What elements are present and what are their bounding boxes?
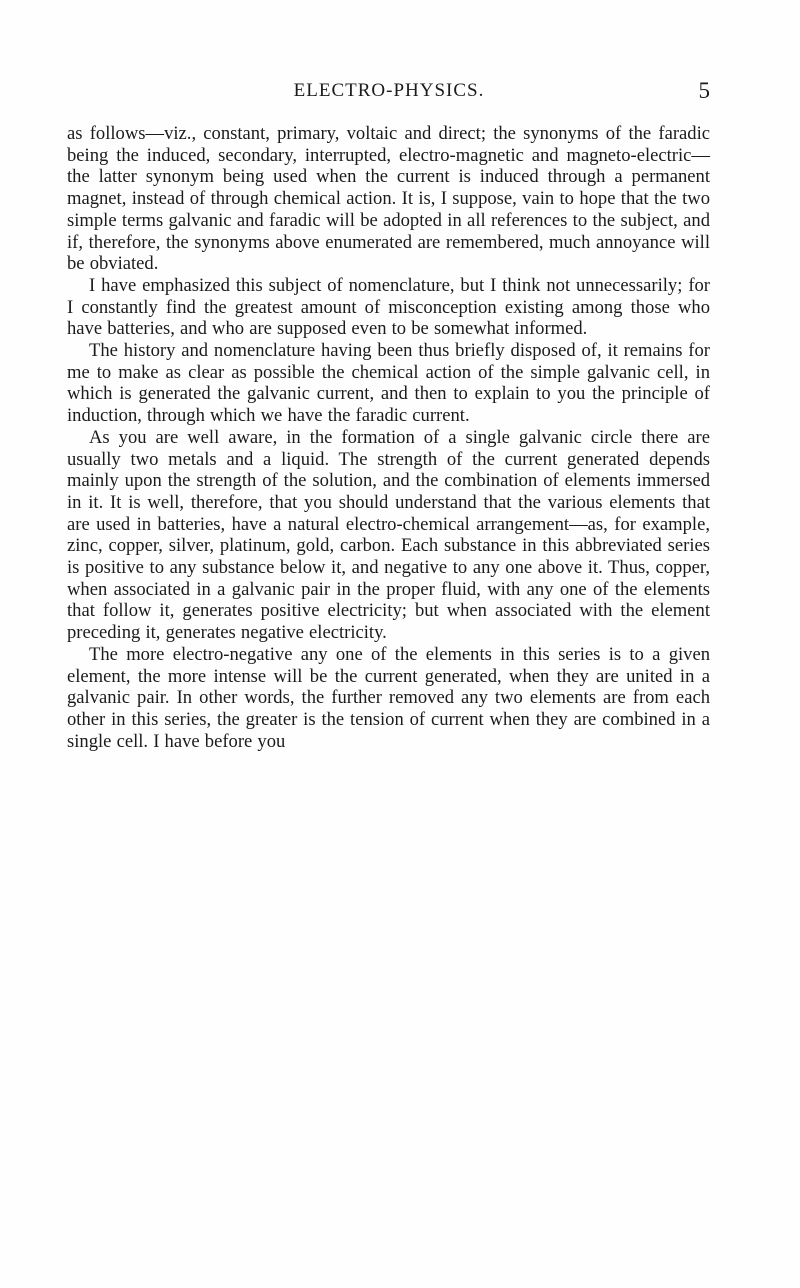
body-text — [67, 123, 710, 752]
paragraph: I have emphasized this subject of nomenclature, but I think not unnecessarily; for I constantly find the greatest amount of misconception existing among those who have batteries, and who are supposed even to be somewhat informed. — [67, 274, 710, 340]
paragraph: as follows—viz., constant, primary, voltaic and direct; the synonyms of the faradic being the induced, secondary, interrupted, electro-magnetic and magneto-electric—the latter synonym being used when the current is induced through a permanent magnet, instead of through chemical action. It is, I suppose, vain to hope that the two simple terms galvanic and faradic will be adopted in all references to the subject, and if, therefore, the synonyms above enumerated are remembered, much annoyance will be obviated. — [67, 123, 710, 275]
page-number: 5 — [698, 78, 710, 103]
paragraph: The more electro-negative any one of the elements in this series is to a given element, the more intense will be the current generated, when they are united in a galvanic pair. In other words, the further removed any two elements are from each other in this series, the greater is the tension of current when they are combined in a single cell. I have before you — [67, 643, 710, 752]
paragraph: As you are well aware, in the formation of a single galvanic circle there are usually two metals and a liquid. The strength of the current generated depends mainly upon the strength of the solution, and the combination of elements immersed in it. It is well, therefore, that you should understand that the various elements that are used in batteries, have a natural electro-chemical arrangement—as, for example, zinc, copper, silver, platinum, gold, carbon. Each substance in this abbreviated series is positive to any substance below it, and negative to any one above it. Thus, copper, when associated in a galvanic pair in the proper fluid, with any one of the elements that follow it, generates positive electricity; but when associated with the element preceding it, generates negative electricity. — [67, 426, 710, 644]
running-title: ELECTRO-PHYSICS. — [293, 80, 485, 101]
paragraph: The history and nomenclature having been thus briefly disposed of, it remains for me to make as clear as possible the chemical action of the simple galvanic cell, in which is generated the galvanic current, and then to explain to you the principle of induction, through which we have the faradic current. — [67, 340, 710, 427]
running-header — [68, 80, 710, 110]
